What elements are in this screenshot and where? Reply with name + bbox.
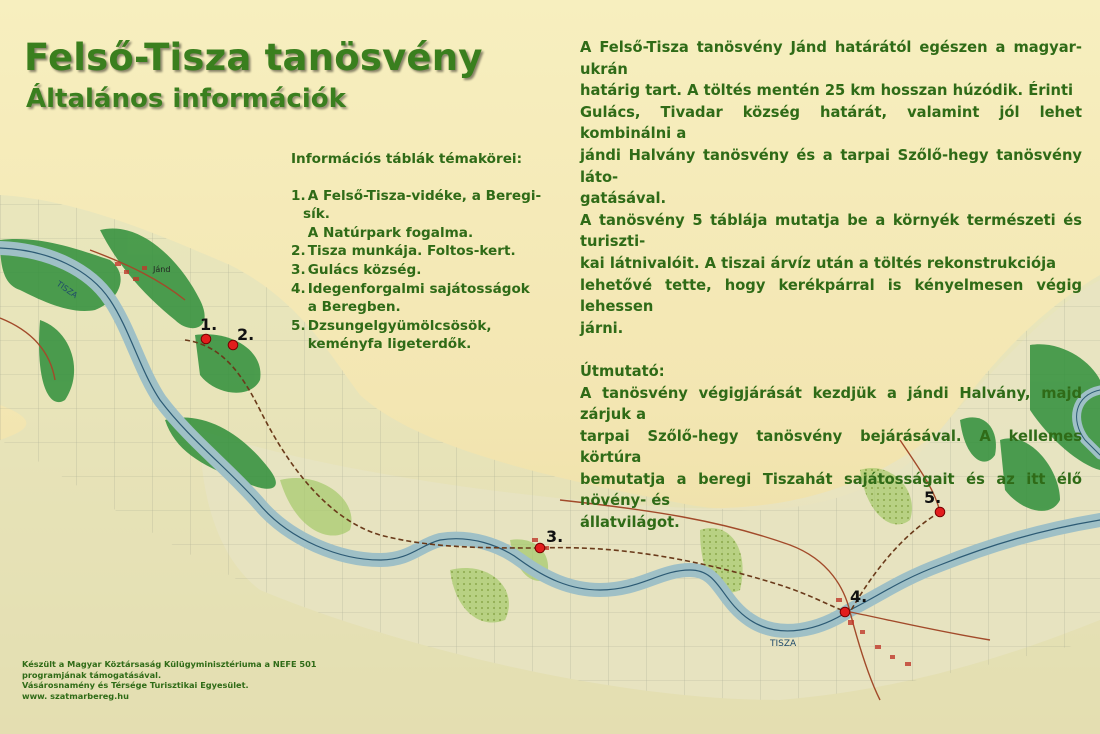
topic-text: Gulács község. (307, 261, 422, 278)
description-line: járni. (580, 319, 624, 337)
marker-dot (201, 334, 211, 344)
guide-line: A tanösvény végigjárását kezdjük a jándi Halvány, majd zárjuk a (580, 384, 1082, 424)
marker-label: 5. (924, 488, 942, 507)
topic-item (291, 242, 561, 261)
topic-item (291, 317, 561, 354)
place-label-jand: Jánd (153, 265, 171, 274)
guide-heading: Útmutató: (580, 362, 665, 380)
topic-number: 5. (291, 317, 306, 334)
credit-line: Készült a Magyar Köztársaság Külügyminisztériuma a NEFE 501 (22, 659, 317, 669)
topic-text: A Felső-Tisza-vidéke, a Beregi-sík. A Natúrpark fogalma. (303, 187, 542, 241)
marker-label: 4. (850, 587, 868, 606)
topic-item (291, 187, 561, 243)
description-line: lehetővé tette, hogy kerékpárral is kényelmesen végig lehessen (580, 276, 1082, 316)
description-line: A Felső-Tisza tanösvény Jánd határától egészen a magyar-ukrán (580, 39, 1082, 78)
topic-number: 1. (291, 187, 306, 204)
guide-line: bemutatja a beregi Tiszahát sajátosságait és az itt élő növény- és (580, 470, 1082, 510)
description-line: gatásával. (580, 190, 667, 208)
topic-number: 2. (291, 243, 306, 260)
page-title: Felső-Tisza tanösvény (24, 36, 483, 79)
credit-line: programjának támogatásával. (22, 669, 162, 680)
marker-label: 1. (200, 315, 218, 334)
place-label-tisza-east: TISZA (770, 639, 797, 649)
topic-number: 3. (291, 261, 306, 278)
description-line: határig tart. A töltés mentén 25 km hosszan húzódik. Érinti (580, 82, 1074, 100)
topic-text: Dzsungelgyümölcsösök, keményfa ligeterdők. (307, 317, 492, 353)
place-label-tisza-west: TISZA (54, 279, 80, 300)
description-line: kai látnivalóit. A tiszai árvíz után a töltés rekonstrukciója (580, 254, 1057, 272)
description-line: Gulács, Tivadar község határát, valamint jól lehet kombinálni a (580, 103, 1082, 143)
website-link[interactable]: www. szatmarbereg.hu (22, 690, 129, 701)
page-subtitle: Általános információk (26, 84, 346, 114)
marker-label: 3. (546, 527, 564, 546)
marker-dot (840, 607, 850, 617)
topic-text: Tisza munkája. Foltos-kert. (307, 243, 516, 260)
description-line: jándi Halvány tanösvény és a tarpai Szőlő-hegy tanösvény láto- (580, 146, 1082, 186)
description-panel (580, 37, 1082, 534)
marker-label: 2. (237, 325, 255, 344)
topic-item (291, 280, 561, 317)
marker-dot (535, 543, 545, 553)
topics-list (291, 187, 561, 354)
guide-line: állatvilágot. (580, 514, 680, 532)
guide-line: tarpai Szőlő-hegy tanösvény bejárásával. A kellemes körtúra (580, 427, 1082, 467)
credit-line: Vásárosnamény és Térsége Turisztikai Egyesület. (22, 680, 249, 691)
topics-panel (291, 150, 561, 354)
topic-text: Idegenforgalmi sajátosságok a Beregben. (307, 280, 530, 316)
topic-number: 4. (291, 280, 306, 297)
topics-heading: Információs táblák témakörei: (291, 151, 523, 167)
topic-item (291, 261, 561, 280)
credits (22, 659, 317, 701)
description-line: A tanösvény 5 táblája mutatja be a környék természeti és turiszti- (580, 211, 1082, 251)
